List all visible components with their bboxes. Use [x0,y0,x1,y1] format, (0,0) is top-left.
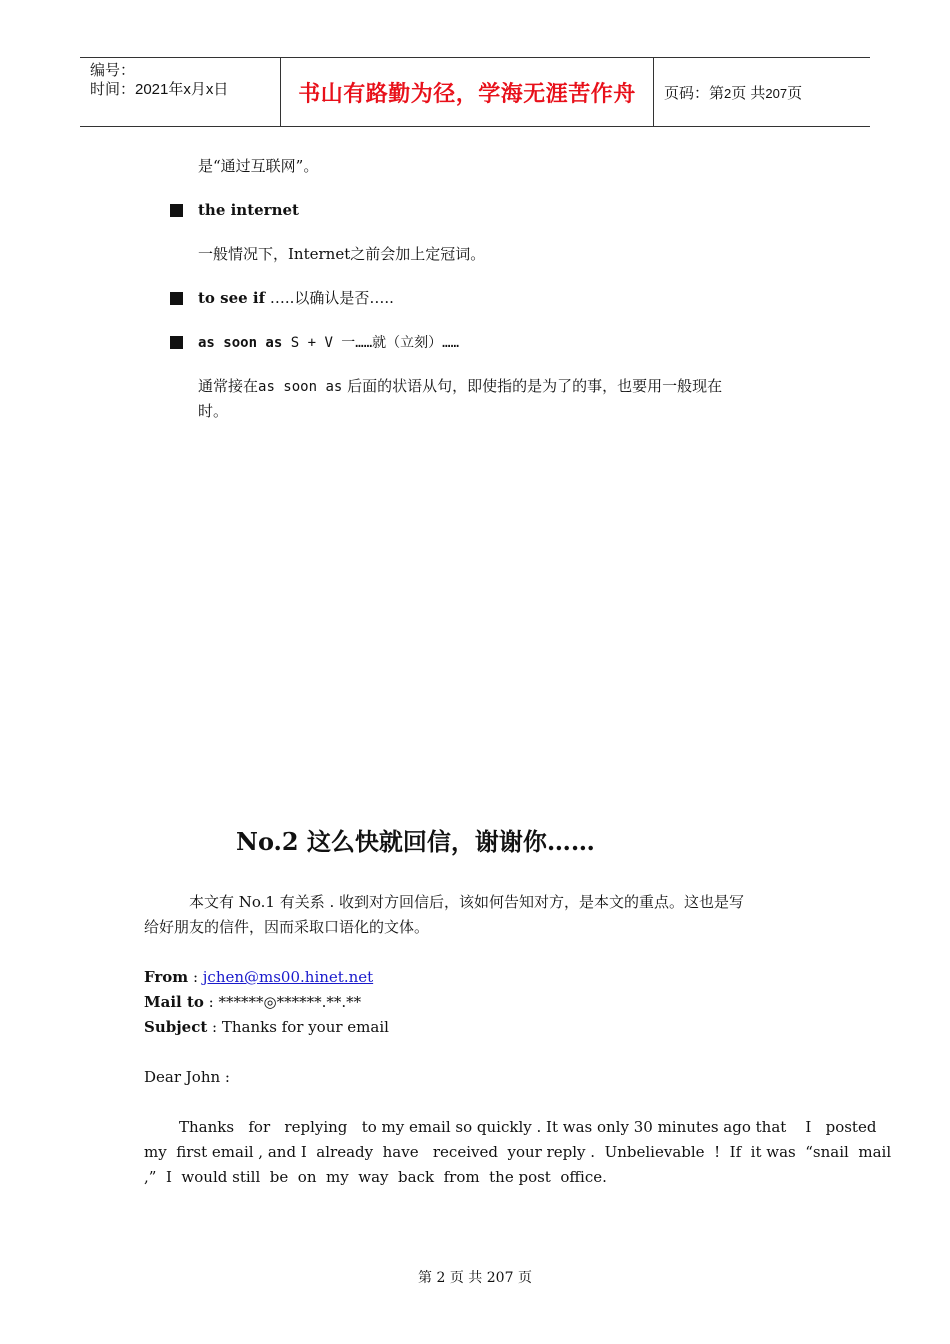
email-subject-value: Thanks for your email [221,1018,389,1036]
lesson-intro-line1: 本文有 No.1 有关系 . 收到对方回信后，该如何告知对方，是本文的重点。这也是写 [189,893,745,911]
email-mailto-value: ******◎******.**.** [218,993,362,1011]
email-mailto-row [144,990,806,1015]
email-greeting: Dear John : [144,1068,230,1086]
doc-time-label: 时间：2021年x月x日 [90,81,229,98]
note-desc-see-if: …..以确认是否….. [265,289,394,307]
header-page-number: 2 [724,85,732,101]
footer-suffix: 页 [517,1270,532,1286]
header-page-mid: 页 共 [731,84,766,102]
note-term-see-if: to see if [198,289,266,307]
note-desc-internet: 一般情况下，Internet之前会加上定冠词。 [198,245,486,263]
footer-page-total: 207 [486,1270,514,1286]
footer-prefix: 第 [418,1270,433,1286]
email-subject-label: Subject [144,1018,208,1036]
note-desc-as-soon-as: S + V 一……就（立刻）…… [282,335,460,351]
note-term-internet: the internet [198,201,299,219]
page-header [80,57,870,127]
email-subject-row [144,1015,806,1040]
footer-page-number: 2 [436,1270,446,1286]
email-body-line2: my first email , and I already have received your reply . Unbelievable ! If it was “snail mail [144,1143,892,1161]
lesson-intro-line2: 给好朋友的信件，因而采取口语化的文体。 [144,918,430,936]
note-expl-as-soon-as [198,374,808,400]
doc-number-label: 编号： [90,62,136,79]
note-expl-mono: as soon as [258,379,343,395]
footer-mid: 页 共 [449,1270,483,1286]
header-page-suffix: 页 [787,84,803,102]
note-item-as-soon-as [198,330,459,356]
note-item-see-if [198,286,394,311]
email-from-row [144,965,806,990]
note-line: 是“通过互联网”。 [198,157,319,175]
note-term-as-soon-as: as soon as [198,335,283,351]
page-footer [0,1267,950,1287]
note-expl-post: 后面的状语从句，即使指的是为了的事，也要用一般现在 [342,377,723,395]
note-expl-pre: 通常接在 [198,377,259,395]
email-subject-sep: : [207,1018,222,1036]
header-motto-cell [281,58,654,126]
email-from-sep: : [188,968,203,986]
email-from-link[interactable]: jchen@ms00.hinet.net [202,968,374,986]
header-page-prefix: 页码：第 [664,84,725,102]
header-page-total: 207 [765,85,788,101]
email-mailto-label: Mail to [144,993,204,1011]
email-mailto-sep: : [203,993,219,1011]
square-bullet-icon [170,292,183,305]
header-page-info [664,82,802,103]
lesson-title: No.2 这么快就回信，谢谢你…… [236,827,595,856]
header-motto: 书山有路勤为径，学海无涯苦作舟 [298,81,636,107]
email-from-label: From [144,968,189,986]
square-bullet-icon [170,336,183,349]
note-expl-line2: 时。 [198,402,229,420]
header-page-cell [654,58,870,126]
email-body-line1: Thanks for replying to my email so quickly . It was only 30 minutes ago that I posted [179,1118,877,1136]
square-bullet-icon [170,204,183,217]
email-body-line3: ,” I would still be on my way back from the post office. [144,1168,607,1186]
header-meta-cell [80,58,281,126]
